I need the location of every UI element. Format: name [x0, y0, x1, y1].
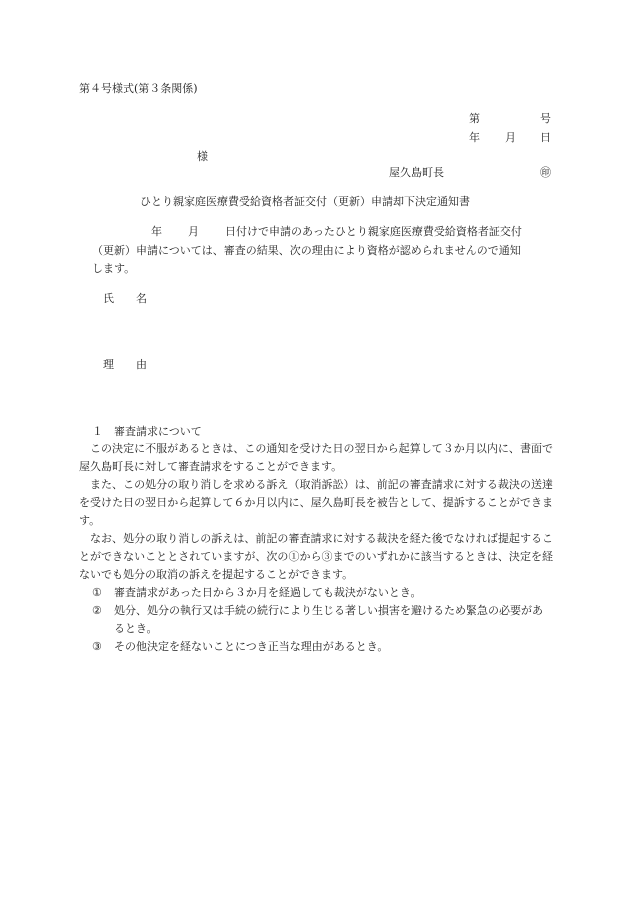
list-item-mark: ② [92, 604, 102, 617]
form-label: 第４号様式(第３条関係) [79, 82, 198, 95]
notes-paragraph-2: また、この処分の取り消しを求める訴え（取消訴訟）は、前記の審査請求に対する裁決の送達を受けた日の翌日から起算して６か月以内に、屋久島町長を被告として、提訴することができます。 [79, 478, 553, 527]
intro-line3: します。 [92, 262, 136, 275]
list-item-mark: ① [92, 586, 102, 599]
intro-line1: 日付けで申請のあったひとり親家庭医療費受給資格者証交付 [225, 225, 522, 238]
notes-heading-number: １ [92, 425, 103, 438]
date-year: 年 [469, 131, 480, 144]
list-item-text: その他決定を経ないことにつき正当な理由があるとき。 [114, 640, 389, 653]
document-title: ひとり親家庭医療費受給資格者証交付（更新）申請却下決定通知書 [140, 195, 470, 208]
seal-mark: ㊞ [540, 166, 551, 179]
notes-heading: 審査請求について [114, 425, 202, 438]
list-item-text: 審査請求があった日から３か月を経過しても裁決がないとき。 [114, 586, 422, 599]
number-suffix: 号 [540, 112, 551, 125]
issuer-name: 屋久島町長 [389, 166, 444, 179]
list-item-mark: ③ [92, 640, 102, 653]
list-item-text: 処分、処分の執行又は手続の続行により生じる著しい損害を避けるため緊急の必要があるとき。 [114, 604, 543, 635]
number-prefix: 第 [469, 112, 480, 125]
date-month: 月 [505, 131, 516, 144]
list-item [92, 638, 552, 656]
intro-year: 年 [151, 225, 162, 238]
addressee-suffix: 様 [197, 150, 208, 163]
list-item [92, 584, 552, 602]
intro-line2: （更新）申請については、審査の結果、次の理由により資格が認められませんので通知 [92, 244, 521, 257]
reason-label: 理 由 [103, 358, 147, 371]
list-item [92, 602, 552, 638]
notes-paragraph-1: この決定に不服があるときは、この通知を受けた日の翌日から起算して３か月以内に、書面で屋久島町長に対して審査請求をすることができます。 [79, 442, 553, 473]
notes-paragraph-3: なお、処分の取り消しの訴えは、前記の審査請求に対する裁決を経た後でなければ提起することができないこととされていますが、次の①から③までのいずれかに該当するときは、決定を経ないでも処分の取消の訴えを提起することができます。 [79, 532, 553, 581]
date-day: 日 [540, 131, 551, 144]
intro-month: 月 [188, 225, 199, 238]
name-label: 氏 名 [103, 292, 147, 305]
